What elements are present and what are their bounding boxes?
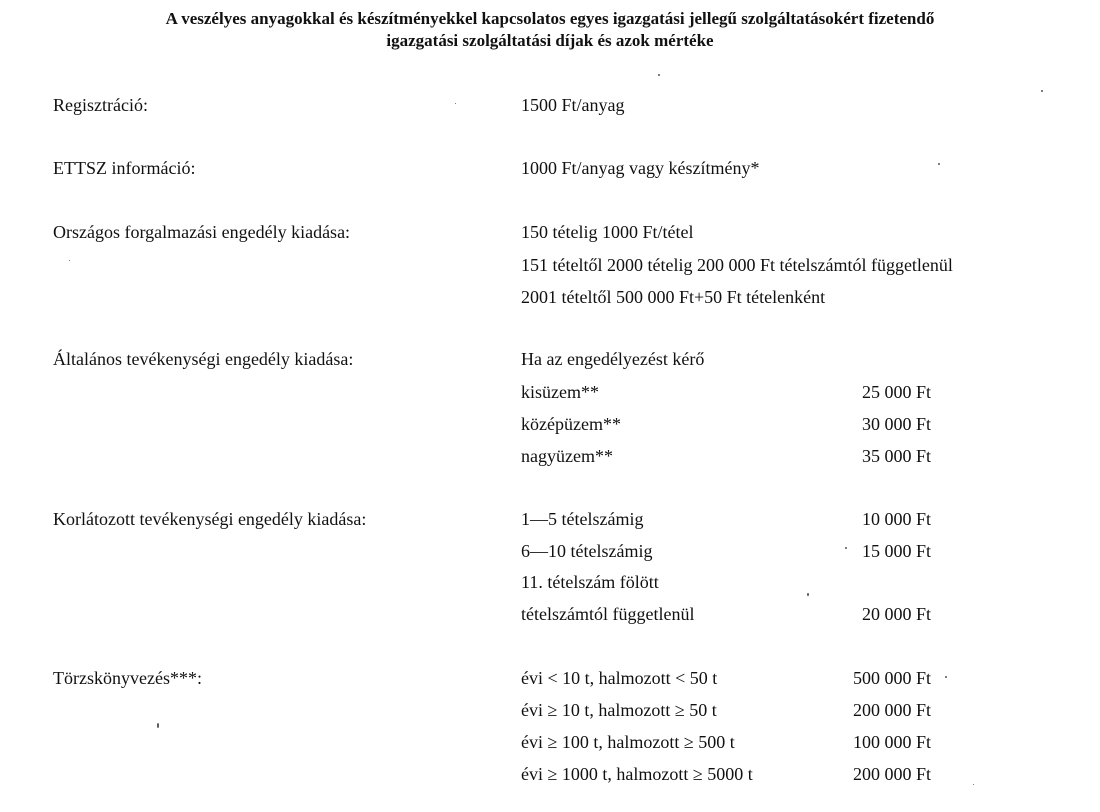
torzskonyv-label: Törzskönyvezés***:: [53, 668, 202, 688]
scan-speck: [938, 163, 940, 165]
torzskonyv-item-amount: 500 000 Ft: [852, 668, 931, 688]
scan-speck: [945, 676, 947, 678]
regisztracio-value: 1500 Ft/anyag: [521, 95, 625, 115]
altalanos-item-amount: 30 000 Ft: [861, 414, 931, 434]
torzskonyv-item-amount: 200 000 Ft: [852, 764, 931, 784]
orszagos-line: 2001 tételtől 500 000 Ft+50 Ft tételenként: [521, 287, 826, 307]
altalanos-item-amount: 35 000 Ft: [861, 446, 931, 466]
scan-speck: [69, 260, 70, 261]
scan-speck: [1041, 90, 1043, 92]
scan-speck: [845, 547, 847, 549]
korlatozott-item-desc: tételszámtól függetlenül: [521, 604, 695, 624]
altalanos-item-desc: középüzem**: [521, 414, 621, 434]
scan-speck: [973, 784, 974, 785]
altalanos-label: Általános tevékenységi engedély kiadása:: [53, 349, 354, 369]
korlatozott-item-desc: 11. tételszám fölött: [521, 572, 659, 592]
orszagos-line: 150 tételig 1000 Ft/tétel: [521, 222, 694, 242]
altalanos-item-amount: 25 000 Ft: [861, 382, 931, 402]
scan-speck: [455, 103, 456, 104]
korlatozott-item-desc: 1—5 tételszámig: [521, 509, 644, 529]
scan-speck: [658, 74, 660, 76]
title-line-1: A veszélyes anyagokkal és készítményekkel kapcsolatos egyes igazgatási jellegű szolgáltatásokért fizetendő: [165, 9, 935, 28]
torzskonyv-item-desc: évi < 10 t, halmozott < 50 t: [521, 668, 718, 688]
ettsz-value: 1000 Ft/anyag vagy készítmény*: [521, 158, 760, 178]
korlatozott-item-amount: 20 000 Ft: [861, 604, 931, 624]
torzskonyv-item-desc: évi ≥ 1000 t, halmozott ≥ 5000 t: [521, 764, 753, 784]
altalanos-item-desc: kisüzem**: [521, 382, 599, 402]
altalanos-intro: Ha az engedélyezést kérő: [521, 349, 705, 369]
orszagos-label: Országos forgalmazási engedély kiadása:: [53, 222, 351, 242]
torzskonyv-item-desc: évi ≥ 100 t, halmozott ≥ 500 t: [521, 732, 735, 752]
altalanos-item-desc: nagyüzem**: [521, 446, 613, 466]
regisztracio-label: Regisztráció:: [53, 95, 148, 115]
scan-speck: [157, 723, 159, 728]
korlatozott-label: Korlátozott tevékenységi engedély kiadása:: [53, 509, 367, 529]
torzskonyv-item-desc: évi ≥ 10 t, halmozott ≥ 50 t: [521, 700, 717, 720]
torzskonyv-item-amount: 200 000 Ft: [852, 700, 931, 720]
torzskonyv-item-amount: 100 000 Ft: [852, 732, 931, 752]
scan-speck: [807, 593, 809, 596]
korlatozott-item-amount: 15 000 Ft: [861, 541, 931, 561]
ettsz-label: ETTSZ információ:: [53, 158, 196, 178]
orszagos-line: 151 tételtől 2000 tételig 200 000 Ft tételszámtól függetlenül: [521, 255, 953, 275]
title-line-2: igazgatási szolgáltatási díjak és azok mértéke: [386, 31, 714, 50]
korlatozott-item-amount: 10 000 Ft: [861, 509, 931, 529]
korlatozott-item-desc: 6—10 tételszámig: [521, 541, 653, 561]
document-title: [0, 8, 1100, 52]
